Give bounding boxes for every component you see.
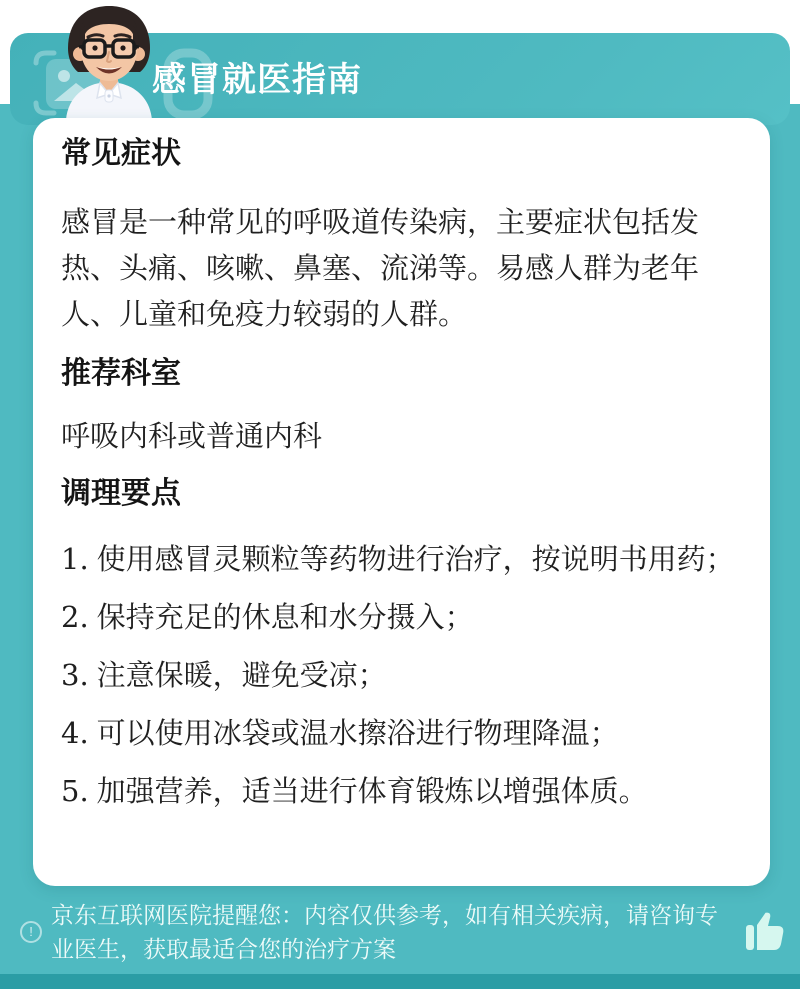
alert-circle-icon: ! [20, 921, 42, 943]
section-heading-department: 推荐科室 [61, 357, 181, 390]
bottom-edge-strip [0, 974, 800, 989]
list-item-number: 2. [61, 600, 89, 634]
list-item [61, 768, 742, 815]
list-item [61, 710, 742, 757]
list-item [61, 594, 742, 641]
list-item-text: 可以使用冰袋或温水擦浴进行物理降温； [96, 718, 619, 750]
list-item-text: 加强营养，适当进行体育锻炼以增强体质。 [96, 776, 648, 808]
list-item-number: 4. [61, 716, 89, 750]
department-text: 呼吸内科或普通内科 [61, 421, 323, 453]
thumbs-up-button[interactable] [738, 908, 786, 956]
list-item [61, 652, 742, 699]
list-item [61, 536, 742, 583]
disclaimer-footer [20, 896, 786, 968]
section-heading-care-points: 调理要点 [61, 477, 181, 510]
disclaimer-text: 京东互联网医院提醒您：内容仅供参考，如有相关疾病，请咨询专业医生，获取最适合您的治疗方案 [51, 902, 718, 962]
symptoms-text: 感冒是一种常见的呼吸道传染病，主要症状包括发热、头痛、咳嗽、鼻塞、流涕等。易感人群为老年人、儿童和免疫力较弱的人群。 [61, 207, 700, 331]
guide-card [33, 118, 770, 886]
care-points-list [61, 536, 742, 815]
list-item-number: 3. [61, 658, 89, 692]
list-item-text: 注意保暖，避免受凉； [96, 660, 387, 692]
list-item-number: 5. [61, 774, 89, 808]
page-title: 感冒就医指南 [152, 61, 362, 99]
thumbs-up-icon [738, 908, 786, 956]
list-item-text: 使用感冒灵颗粒等药物进行治疗，按说明书用药； [96, 544, 735, 576]
list-item-number: 1. [61, 542, 89, 576]
list-item-text: 保持充足的休息和水分摄入； [96, 602, 474, 634]
section-heading-symptoms: 常见症状 [61, 137, 181, 170]
